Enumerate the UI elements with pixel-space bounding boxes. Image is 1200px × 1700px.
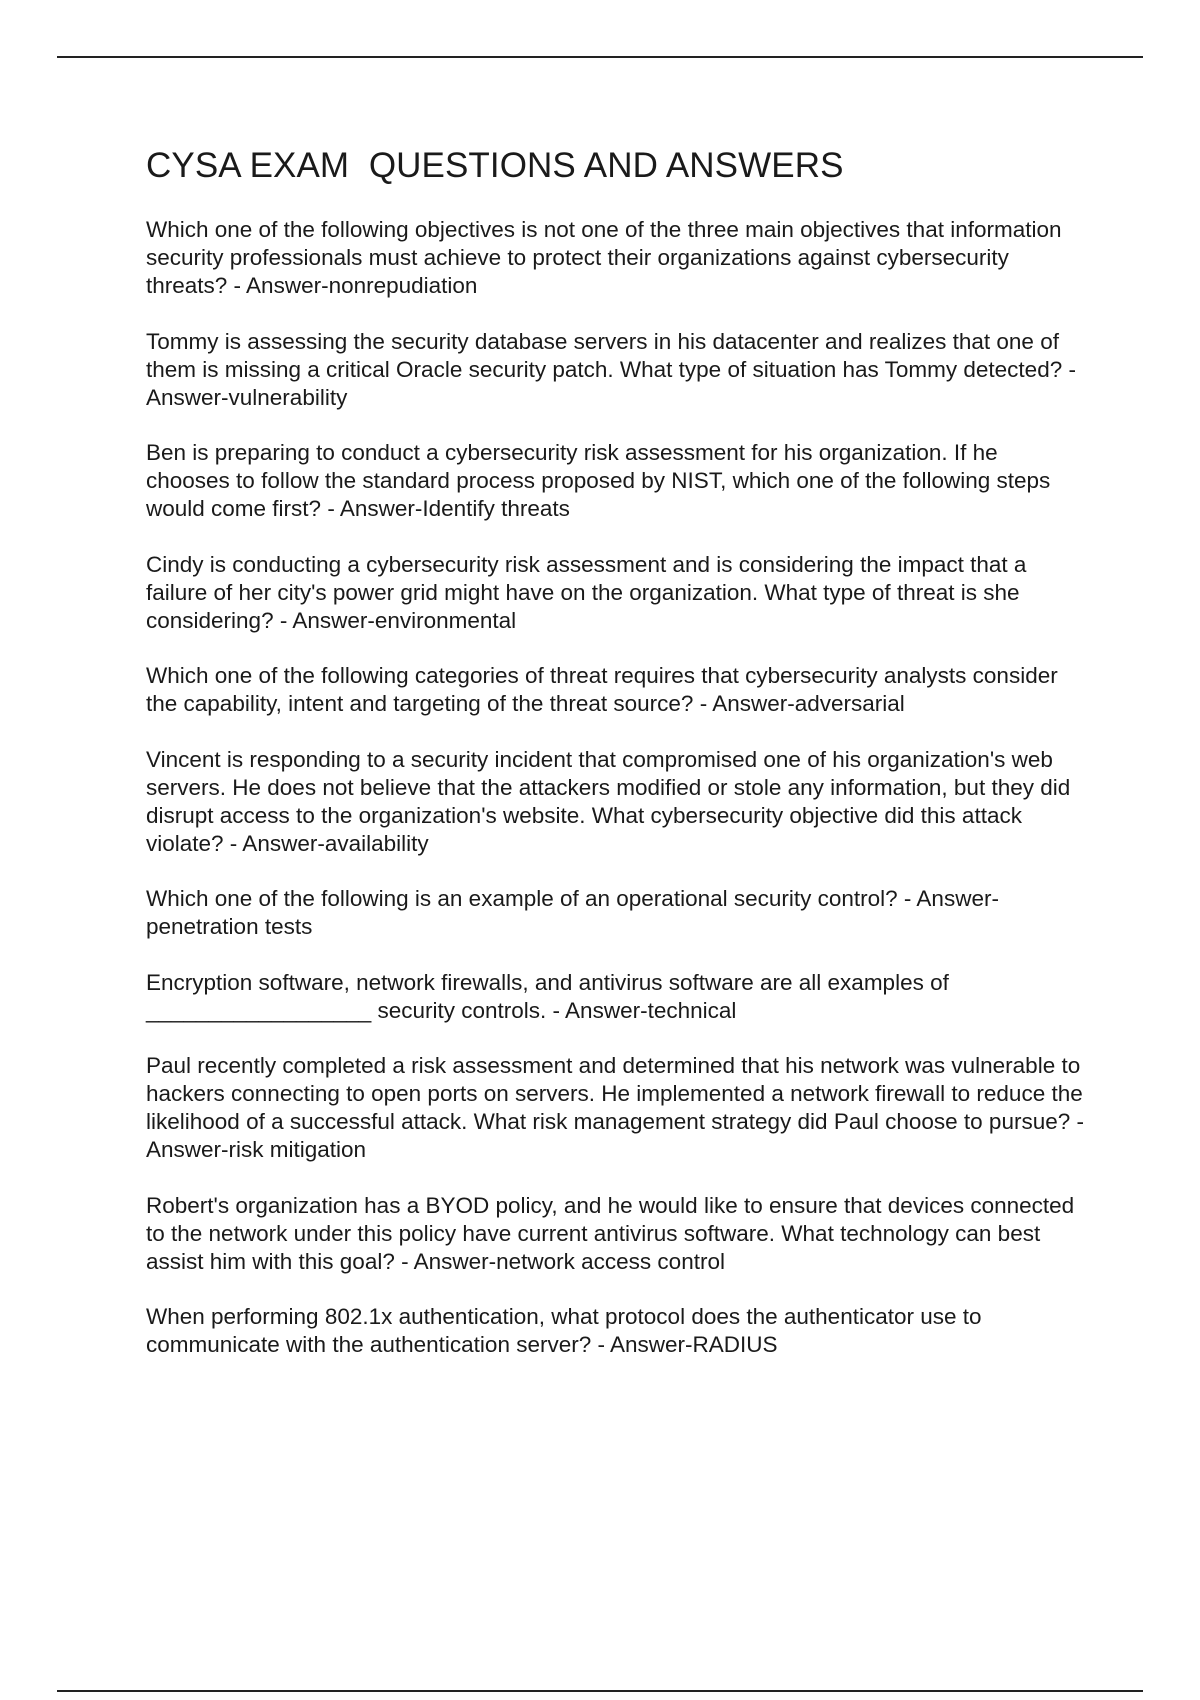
qa-item-9: Paul recently completed a risk assessment and determined that his network was vulnerable to hackers connecting to open ports on servers. He implemented a network firewall to reduce the likelihood of a successful attack. What risk management strategy did Paul choose to pursue? - Answer-risk mitigation <box>146 1053 1084 1162</box>
qa-item-3: Ben is preparing to conduct a cybersecurity risk assessment for his organization. If he chooses to follow the standard process proposed by NIST, which one of the following steps would come first? - Answer-Identify threats <box>146 440 1051 521</box>
qa-item-8: Encryption software, network firewalls, and antivirus software are all examples of __________________ security controls. - Answer-technical <box>146 969 949 1023</box>
qa-item-10: Robert's organization has a BYOD policy, and he would like to ensure that devices connected to the network under this policy have current antivirus software. What technology can best assist him with this goal? - Answer-network access control <box>146 1192 1075 1274</box>
top-divider <box>57 56 1143 58</box>
qa-item-7: Which one of the following is an example of an operational security control? - Answer-penetration tests <box>146 886 999 939</box>
document-body <box>146 140 1086 1387</box>
qa-item-11: When performing 802.1x authentication, what protocol does the authenticator use to communicate with the authentication server? - Answer-RADIUS <box>146 1304 982 1357</box>
qa-item-2: Tommy is assessing the security database servers in his datacenter and realizes that one of them is missing a critical Oracle security patch. What type of situation has Tommy detected? - Answer-vulnerability <box>146 328 1076 410</box>
qa-item-4: Cindy is conducting a cybersecurity risk assessment and is considering the impact that a failure of her city's power grid might have on the organization. What type of threat is she considering? - Answer-environmental <box>146 551 1027 633</box>
qa-item-6: Vincent is responding to a security incident that compromised one of his organization's web servers. He does not believe that the attackers modified or stole any information, but they did disrupt access to the organization's website. What cybersecurity objective did this attack violate? - Answer-availability <box>146 746 1071 856</box>
qa-item-1: Which one of the following objectives is not one of the three main objectives that information security professionals must achieve to protect their organizations against cybersecurity threats? - Answer-nonrepudiation <box>146 217 1062 298</box>
bottom-divider <box>57 1690 1143 1692</box>
qa-item-5: Which one of the following categories of threat requires that cybersecurity analysts consider the capability, intent and targeting of the threat source? - Answer-adversarial <box>146 663 1058 716</box>
document-title: CYSA EXAM QUESTIONS AND ANSWERS <box>146 146 844 185</box>
